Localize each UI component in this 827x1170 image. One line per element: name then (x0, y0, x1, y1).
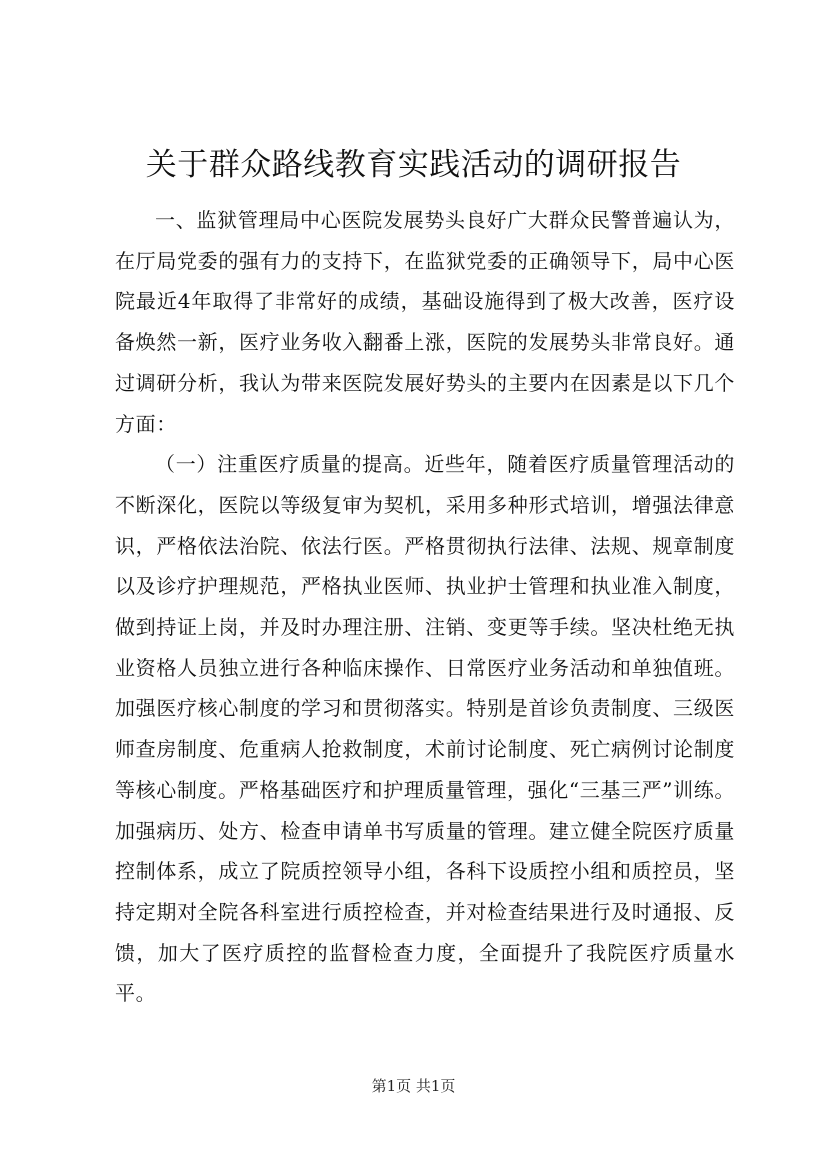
paragraph-medical-quality: （一）注重医疗质量的提高。近些年，随着医疗质量管理活动的不断深化，医院以等级复审为契机，采用多种形式培训，增强法律意识，严格依法治院、依法行医。严格贯彻执行法律、法规、规章制度以及诊疗护理规范，严格执业医师、执业护士管理和执业准入制度，做到持证上岗，并及时办理注册、注销、变更等手续。坚决杜绝无执业资格人员独立进行各种临床操作、日常医疗业务活动和单独值班。加强医疗核心制度的学习和贯彻落实。特别是首诊负责制度、三级医师查房制度、危重病人抢救制度，术前讨论制度、死亡病例讨论制度等核心制度。严格基础医疗和护理质量管理，强化“三基三严”训练。加强病历、处方、检查申请单书写质量的管理。建立健全院医疗质量控制体系，成立了院质控领导小组，各科下设质控小组和质控员，坚持定期对全院各科室进行质控检查，并对检查结果进行及时通报、反馈，加大了医疗质控的监督检查力度，全面提升了我院医疗质量水平。 (115, 452, 735, 1006)
paragraph-intro: 一、监狱管理局中心医院发展势头良好广大群众民警普遍认为，在厅局党委的强有力的支持下，在监狱党委的正确领导下，局中心医院最近4年取得了非常好的成绩，基础设施得到了极大改善，医疗设备焕然一新，医疗业务收入翻番上涨，医院的发展势头非常良好。通过调研分析，我认为带来医院发展好势头的主要内在因素是以下几个方面： (115, 208, 735, 436)
page-number-footer: 第1页 共1页 (371, 1077, 456, 1095)
page-title: 关于群众路线教育实践活动的调研报告 (145, 147, 682, 183)
body-text (115, 200, 735, 1014)
